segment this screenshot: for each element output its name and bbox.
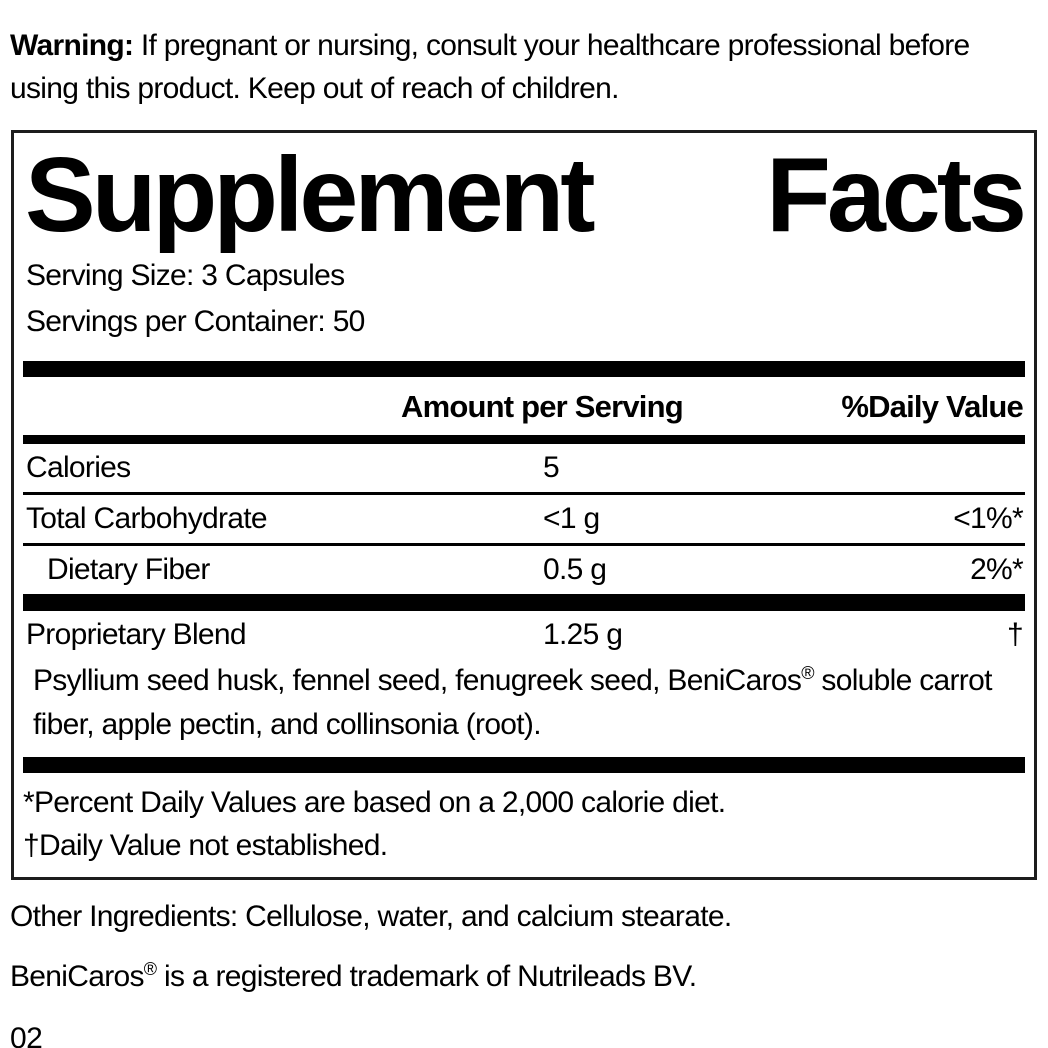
column-header-row	[23, 377, 1025, 435]
table-row-dietary-fiber	[23, 546, 1025, 594]
nutrient-name: Calories	[26, 451, 131, 484]
warning-text	[10, 24, 1036, 110]
table-row-calories	[23, 444, 1025, 492]
divider-bar-middle	[23, 594, 1025, 611]
footnote-percent-daily-values: *Percent Daily Values are based on a 2,000 calorie diet.	[23, 786, 726, 819]
daily-value-header: %Daily Value	[841, 389, 1023, 424]
panel-title	[25, 136, 1023, 254]
nutrient-name: Dietary Fiber	[47, 553, 210, 586]
nutrient-dv: <1%*	[953, 502, 1023, 535]
warning-body: If pregnant or nursing, consult your healthcare professional before using this product. Keep out of reach of children.	[10, 29, 970, 105]
trademark-text-after: is a registered trademark of Nutrileads BV.	[156, 960, 697, 993]
nutrient-amount: 0.5 g	[543, 553, 607, 586]
other-ingredients: Other Ingredients: Cellulose, water, and calcium stearate.	[10, 900, 732, 933]
divider-bar-top	[23, 361, 1025, 377]
nutrient-dv: 2%*	[970, 553, 1023, 586]
trademark-statement	[10, 960, 1036, 994]
nutrient-dv-dagger: †	[1007, 618, 1023, 651]
blend-text-after: soluble carrot fiber, apple pectin, and collinsonia (root).	[33, 664, 992, 741]
trademark-text-before: BeniCaros	[10, 960, 144, 993]
supplement-facts-panel	[11, 130, 1037, 880]
footnotes	[23, 781, 1025, 867]
amount-per-serving-header: Amount per Serving	[401, 389, 683, 424]
nutrient-name: Proprietary Blend	[26, 618, 246, 651]
table-row-total-carbohydrate	[23, 495, 1025, 543]
nutrient-amount: <1 g	[543, 502, 600, 535]
serving-size: Serving Size: 3 Capsules	[26, 259, 345, 292]
servings-per-container: Servings per Container: 50	[26, 305, 365, 338]
nutrient-name: Total Carbohydrate	[26, 502, 267, 535]
serving-info	[26, 253, 1025, 345]
warning-label: Warning:	[10, 29, 134, 62]
footnote-daily-value-not-established: †Daily Value not established.	[23, 829, 388, 862]
nutrient-amount: 1.25 g	[543, 618, 623, 651]
page-number: 02	[10, 1022, 43, 1048]
panel-title-left: Supplement	[25, 136, 592, 254]
divider-bar-bottom	[23, 757, 1025, 773]
proprietary-blend-description	[33, 659, 1025, 747]
divider-bar-header	[23, 435, 1025, 444]
registered-trademark-symbol: ®	[801, 663, 814, 683]
table-row-proprietary-blend	[23, 611, 1025, 659]
registered-trademark-symbol: ®	[143, 959, 157, 979]
nutrient-amount: 5	[543, 451, 559, 484]
blend-text-before: Psyllium seed husk, fennel seed, fenugreek seed, BeniCaros	[33, 664, 802, 697]
panel-title-right: Facts	[766, 136, 1023, 254]
